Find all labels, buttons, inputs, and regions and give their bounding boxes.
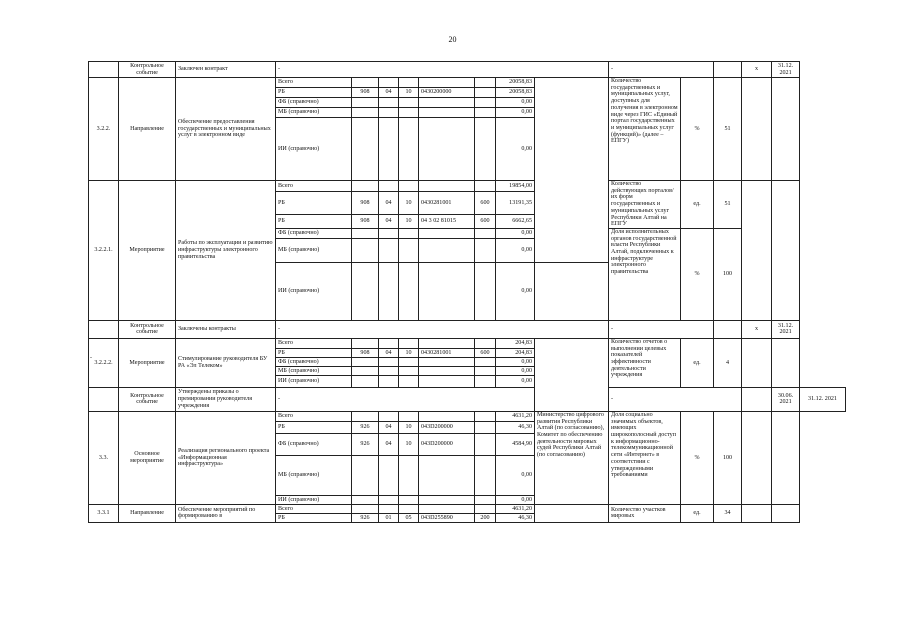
fin-sum: 13191,35 <box>496 192 535 215</box>
fin-label: Всего <box>276 338 352 348</box>
fin-label: РБ <box>276 421 352 433</box>
pr: 10 <box>399 348 419 357</box>
grbs: 926 <box>352 421 379 433</box>
csr: 043D200000 <box>419 433 475 455</box>
row-number: 3.2.2. <box>89 78 119 181</box>
table-row <box>89 181 846 192</box>
csr: 04 3 02 81015 <box>419 215 475 229</box>
row-number: 3.2.2.1. <box>89 181 119 321</box>
executor-cell <box>535 78 609 263</box>
fin-label: МБ (справочно) <box>276 455 352 495</box>
indicator: Количество отчетов о выполнении целевых показателей эффективности деятельности учреждения <box>609 338 681 387</box>
date-cell: 31.12. 2021 <box>772 62 800 78</box>
table-row <box>89 62 846 78</box>
date-cell: 30.06. 2021 <box>772 387 800 411</box>
fin-sum: 20058,83 <box>496 88 535 98</box>
row-name: Обеспечение мероприятий по формированию в <box>176 504 276 522</box>
fin-sum: 4631,20 <box>496 504 535 513</box>
row-number: 3.2.2.2. <box>89 338 119 387</box>
pr: 10 <box>399 421 419 433</box>
row-name: Обеспечение предоставления государственных и муниципальных услуг в электронном виде <box>176 78 276 181</box>
table-row <box>89 320 846 338</box>
unit: % <box>681 78 714 181</box>
event-name: Заключены контракты <box>176 320 276 338</box>
event-type: Контрольное событие <box>119 62 176 78</box>
fin-label: ФБ (справочно) <box>276 228 352 238</box>
fin-label: Всего <box>276 78 352 88</box>
fin-sum: 20058,83 <box>496 78 535 88</box>
fin-label: РБ <box>276 513 352 522</box>
unit: ед. <box>681 338 714 387</box>
executor: Министерство цифрового развития Республики Алтай (по согласованию), Комитет по обеспечению деятельности мировых судей Республики Алтай (по согласованию) <box>535 411 609 504</box>
rz: 04 <box>379 348 399 357</box>
row-type: Мероприятие <box>119 181 176 321</box>
program-table <box>88 61 846 523</box>
rz: 01 <box>379 513 399 522</box>
event-type: Контрольное событие <box>119 320 176 338</box>
fin-label: ИИ (справочно) <box>276 375 352 387</box>
fin-sum: 0,00 <box>496 98 535 108</box>
table-row <box>89 504 846 513</box>
fin-label: ФБ (справочно) <box>276 98 352 108</box>
fin-label: ИИ (справочно) <box>276 495 352 504</box>
grbs: 926 <box>352 513 379 522</box>
page-number: 20 <box>448 35 457 44</box>
fin-sum: 4631,20 <box>496 411 535 421</box>
row-number: 3.3. <box>89 411 119 504</box>
fin-sum: 0,00 <box>496 108 535 118</box>
row-type: Мероприятие <box>119 338 176 387</box>
row-type: Направление <box>119 504 176 522</box>
row-type: Направление <box>119 78 176 181</box>
csr: 0430281001 <box>419 192 475 215</box>
fin-sum: 0,00 <box>496 228 535 238</box>
fin-label: МБ (справочно) <box>276 238 352 262</box>
fin-sum: 0,00 <box>496 262 535 320</box>
executor-cell <box>535 338 609 411</box>
vr: 600 <box>475 215 496 229</box>
row-name: Стимулирование руководителя БУ РА «Эл Телеком» <box>176 338 276 387</box>
fin-label: ИИ (справочно) <box>276 118 352 181</box>
dash-cell: - <box>276 62 609 78</box>
grbs: 908 <box>352 215 379 229</box>
fin-sum: 204,83 <box>496 348 535 357</box>
event-type: Контрольное событие <box>119 387 176 411</box>
rz: 04 <box>379 192 399 215</box>
csr: 0430281001 <box>419 348 475 357</box>
unit: ед. <box>681 181 714 229</box>
fin-sum: 46,30 <box>496 421 535 433</box>
rz: 04 <box>379 433 399 455</box>
fin-label: РБ <box>276 215 352 229</box>
fin-sum: 0,00 <box>496 375 535 387</box>
date-cell: 31.12. 2021 <box>800 387 846 411</box>
fin-label: Всего <box>276 411 352 421</box>
dash-cell: - <box>276 387 535 411</box>
grbs: 908 <box>352 348 379 357</box>
row-type: Основное мероприятие <box>119 411 176 504</box>
value: 100 <box>714 228 742 320</box>
fin-label: ИИ (справочно) <box>276 262 352 320</box>
dash-cell: - <box>609 387 742 411</box>
event-name: Заключен контракт <box>176 62 276 78</box>
pr: 05 <box>399 513 419 522</box>
fin-label: Всего <box>276 181 352 192</box>
indicator: Доля исполнительных органов государственной власти Республики Алтай, подключенных к инфраструктуре электронного правительства <box>609 228 681 320</box>
csr: 043D200000 <box>419 421 475 433</box>
unit: ед. <box>681 504 714 522</box>
value: 4 <box>714 338 742 387</box>
x-mark: х <box>742 320 772 338</box>
fin-sum: 0,00 <box>496 118 535 181</box>
value: 51 <box>714 181 742 229</box>
fin-sum: 6662,65 <box>496 215 535 229</box>
fin-sum: 0,00 <box>496 455 535 495</box>
fin-sum: 19854,00 <box>496 181 535 192</box>
indicator: Количество участков мировых <box>609 504 681 522</box>
fin-label: РБ <box>276 348 352 357</box>
table-row <box>89 411 846 421</box>
fin-sum: 0,00 <box>496 495 535 504</box>
fin-label: РБ <box>276 88 352 98</box>
fin-sum: 204,83 <box>496 338 535 348</box>
pr: 10 <box>399 215 419 229</box>
fin-sum: 0,00 <box>496 357 535 366</box>
rz: 04 <box>379 215 399 229</box>
date-cell: 31.12. 2021 <box>772 320 800 338</box>
fin-label: МБ (справочно) <box>276 366 352 375</box>
indicator: Количество действующих порталов/их форм государственных и муниципальных услуг Республики Алтай на ЕПГУ <box>609 181 681 229</box>
fin-sum: 0,00 <box>496 366 535 375</box>
fin-sum: 46,30 <box>496 513 535 522</box>
csr: 043D255890 <box>419 513 475 522</box>
fin-sum: 0,00 <box>496 238 535 262</box>
fin-label: РБ <box>276 192 352 215</box>
value: 100 <box>714 411 742 504</box>
vr: 600 <box>475 348 496 357</box>
pr: 10 <box>399 192 419 215</box>
rz: 04 <box>379 88 399 98</box>
pr: 10 <box>399 433 419 455</box>
margin-mark: - <box>90 355 92 361</box>
csr: 0430200000 <box>419 88 475 98</box>
fin-label: ФБ (справочно) <box>276 433 352 455</box>
value: 51 <box>714 78 742 181</box>
row-number: 3.3.1 <box>89 504 119 522</box>
indicator: Доля социально значимых объектов, имеющих широкополосный доступ к информационно-телекоммуникационной сети «Интернет» в соответствии с утвержденными требованиями <box>609 411 681 504</box>
fin-label: ФБ (справочно) <box>276 357 352 366</box>
event-name: Утверждены приказы о премировании руководителя учреждения <box>176 387 276 411</box>
grbs: 908 <box>352 88 379 98</box>
unit: % <box>681 228 714 320</box>
vr: 600 <box>475 192 496 215</box>
table-row <box>89 78 846 88</box>
x-mark: х <box>742 62 772 78</box>
fin-label: МБ (справочно) <box>276 108 352 118</box>
vr: 200 <box>475 513 496 522</box>
table-row <box>89 338 846 348</box>
pr: 10 <box>399 88 419 98</box>
value: 34 <box>714 504 742 522</box>
table-row <box>89 387 846 411</box>
row-name: Реализация регионального проекта «Информационная инфраструктура» <box>176 411 276 504</box>
fin-sum: 4584,90 <box>496 433 535 455</box>
fin-label: Всего <box>276 504 352 513</box>
grbs: 926 <box>352 433 379 455</box>
grbs: 908 <box>352 192 379 215</box>
indicator: Количество государственных и муниципальных услуг, доступных для получения в электронном виде через ГИС «Единый портал государственных и муниципальных услуг (функций)» (далее – ЕПГУ) <box>609 78 681 181</box>
rz: 04 <box>379 421 399 433</box>
dash-cell: - <box>609 320 714 338</box>
dash-cell: - <box>276 320 609 338</box>
unit: % <box>681 411 714 504</box>
dash-cell: - <box>609 62 714 78</box>
row-name: Работы по эксплуатации и развитию инфраструктуры электронного правительства <box>176 181 276 321</box>
